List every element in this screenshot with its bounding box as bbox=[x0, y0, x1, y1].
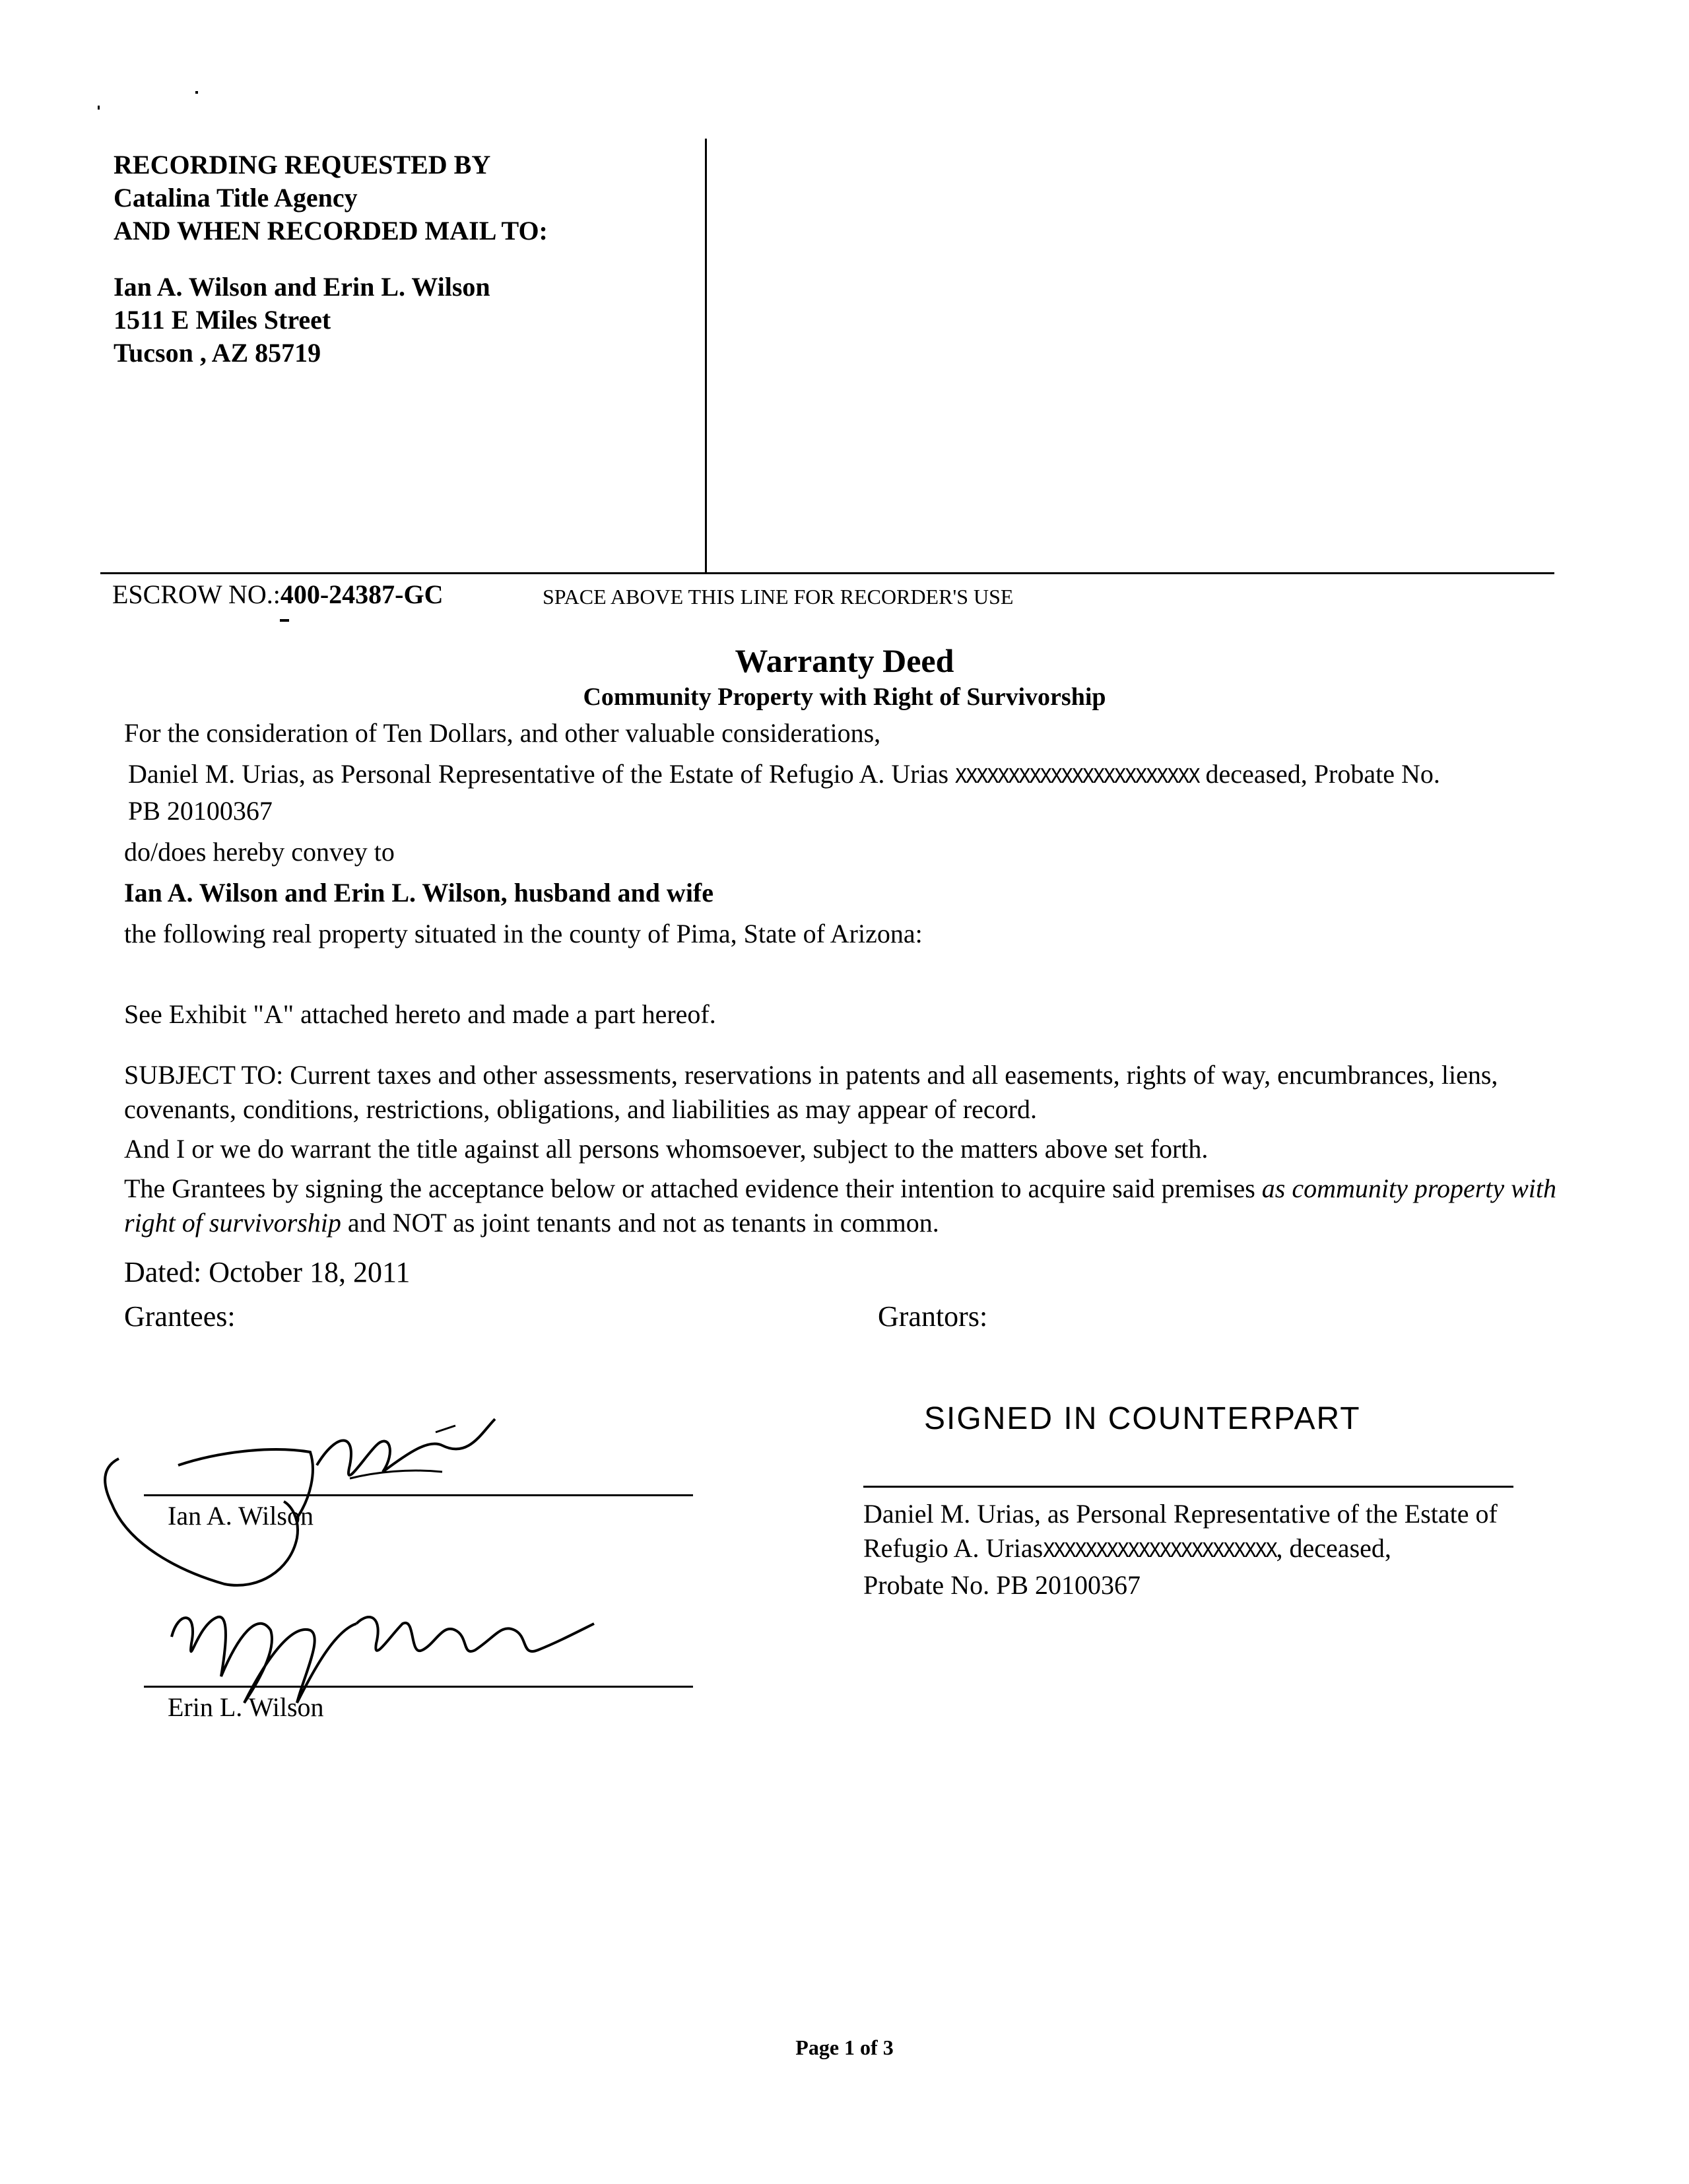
struck-text: XXXXXXXXXXXXXXXXXXXXXX bbox=[1043, 1539, 1276, 1562]
mail-to-street: 1511 E Miles Street bbox=[114, 305, 331, 335]
scan-speck bbox=[195, 91, 198, 94]
grantee2-signature bbox=[158, 1584, 620, 1729]
grantor-line2-name: Refugio A. Urias bbox=[863, 1533, 1043, 1563]
grantor-signature-block bbox=[863, 1497, 1589, 1603]
grantee2-name: Erin L. Wilson bbox=[168, 1692, 324, 1722]
header-divider-vertical bbox=[705, 139, 707, 574]
scan-speck bbox=[98, 106, 100, 110]
property-location-paragraph: the following real property situated in the county of Pima, State of Arizona: bbox=[124, 919, 923, 948]
agency-name: Catalina Title Agency bbox=[114, 183, 358, 213]
dated-line: Dated: October 18, 2011 bbox=[124, 1256, 411, 1288]
exhibit-paragraph: See Exhibit "A" attached hereto and made a part hereof. bbox=[124, 999, 716, 1029]
warranty-paragraph: And I or we do warrant the title against all persons whomsoever, subject to the matters above set forth. bbox=[124, 1134, 1209, 1164]
escrow-label: ESCROW NO.: bbox=[112, 579, 281, 609]
grantor-paragraph bbox=[128, 757, 1576, 828]
grantee1-name: Ian A. Wilson bbox=[168, 1501, 314, 1531]
mail-to-address bbox=[114, 271, 490, 370]
recorder-space-line bbox=[100, 572, 1554, 574]
mail-to-label: AND WHEN RECORDED MAIL TO: bbox=[114, 216, 548, 246]
grantor-line2 bbox=[863, 1531, 1589, 1568]
grantor-line3: Probate No. PB 20100367 bbox=[863, 1570, 1141, 1600]
grantor-line1: Daniel M. Urias, as Personal Representative of the Estate of bbox=[863, 1499, 1498, 1529]
recording-requested-label: RECORDING REQUESTED BY bbox=[114, 150, 491, 180]
escrow-value: 400-24387-GC bbox=[280, 579, 444, 609]
escrow-number bbox=[112, 578, 443, 611]
grantor-text-deceased: deceased, Probate No. bbox=[1205, 759, 1440, 789]
grantor-signature-line bbox=[863, 1486, 1513, 1488]
acceptance-text-end: and NOT as joint tenants and not as tenants in common. bbox=[347, 1208, 939, 1238]
grantor-line2-deceased: , deceased, bbox=[1276, 1533, 1391, 1563]
struck-text: XXXXXXXXXXXXXXXXXXXXXXX bbox=[955, 765, 1199, 788]
deed-title-block bbox=[0, 640, 1689, 713]
recording-header bbox=[114, 149, 548, 248]
signed-in-counterpart-stamp: SIGNED IN COUNTERPART bbox=[924, 1401, 1361, 1436]
mail-to-names: Ian A. Wilson and Erin L. Wilson bbox=[114, 272, 490, 302]
grantees-paragraph: Ian A. Wilson and Erin L. Wilson, husband and wife bbox=[124, 878, 714, 908]
mail-to-city: Tucson , AZ 85719 bbox=[114, 338, 321, 368]
convey-paragraph: do/does hereby convey to bbox=[124, 837, 395, 867]
consideration-paragraph: For the consideration of Ten Dollars, and other valuable considerations, bbox=[124, 718, 881, 748]
subject-to-paragraph: SUBJECT TO: Current taxes and other assessments, reservations in patents and all easements, rights of way, encumbrances, liens, covenants, conditions, restrictions, obligations, and liabilities as may appear of record. bbox=[124, 1060, 1498, 1124]
probate-number: PB 20100367 bbox=[128, 796, 273, 826]
acceptance-italic: as community property with right of survivorship bbox=[124, 1174, 1557, 1238]
grantees-label: Grantees: bbox=[124, 1300, 236, 1333]
grantors-label: Grantors: bbox=[878, 1300, 988, 1333]
deed-subtitle: Community Property with Right of Survivorship bbox=[583, 683, 1106, 711]
acceptance-text: The Grantees by signing the acceptance below or attached evidence their intention to acquire said premises bbox=[124, 1174, 1255, 1203]
scan-dash bbox=[280, 619, 289, 622]
deed-body bbox=[124, 716, 1576, 1240]
page-number: Page 1 of 3 bbox=[795, 2035, 894, 2059]
deed-title: Warranty Deed bbox=[735, 642, 954, 679]
acceptance-paragraph bbox=[124, 1172, 1576, 1240]
recorder-use-note: SPACE ABOVE THIS LINE FOR RECORDER'S USE bbox=[543, 585, 1014, 609]
grantor-text: Daniel M. Urias, as Personal Representative of the Estate of Refugio A. Urias bbox=[128, 759, 949, 789]
